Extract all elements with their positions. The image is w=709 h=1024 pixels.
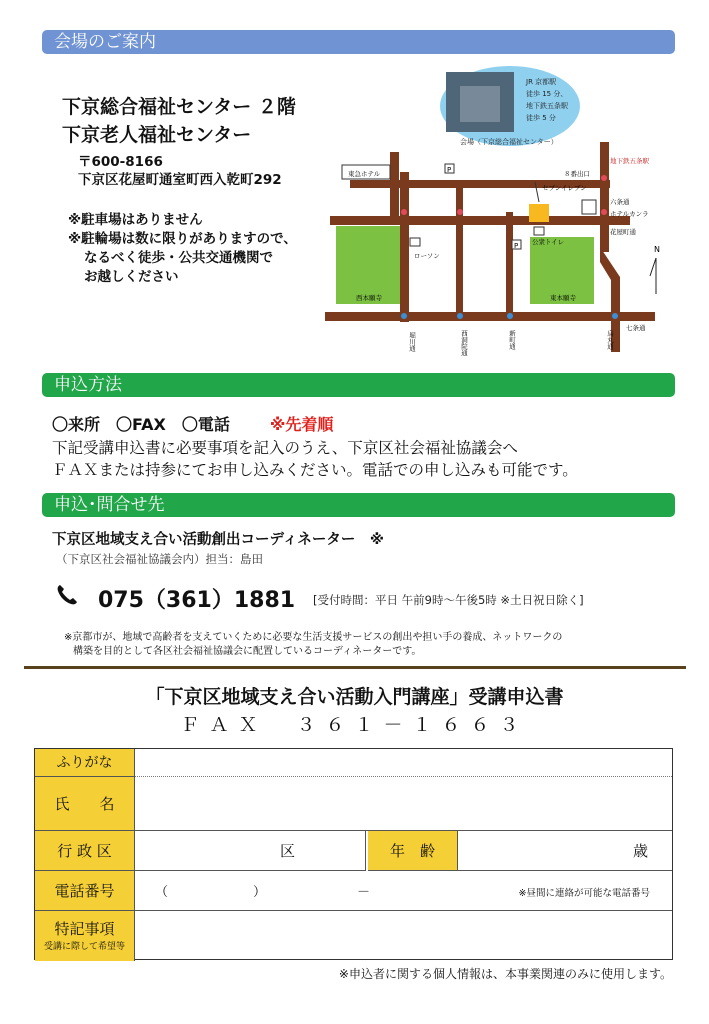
form-title: 「下京区地域支え合い活動入門講座」受講申込書 bbox=[145, 686, 564, 708]
venue-name-secondary: 下京老人福祉センター bbox=[62, 124, 252, 146]
north-arrow-icon bbox=[650, 258, 656, 294]
furigana-label: ふりがな bbox=[35, 749, 135, 777]
section-header-venue: 会場のご案内 bbox=[42, 30, 675, 54]
map-toilet: 公衆トイレ bbox=[532, 238, 565, 246]
access-map bbox=[320, 62, 690, 362]
parking-label-1: P bbox=[447, 166, 452, 174]
map-shichijo: 七条通 bbox=[626, 324, 646, 332]
phone-paren-open: （ bbox=[155, 885, 169, 900]
map-hanaya: 花屋町通 bbox=[610, 228, 636, 236]
bicycle-note-3: お越しください bbox=[84, 269, 179, 285]
ward-label: 行 政 区 bbox=[35, 831, 135, 871]
ward-input[interactable] bbox=[135, 831, 366, 871]
map-lawson: ローソン bbox=[414, 252, 440, 260]
phone-label: 電話番号 bbox=[35, 871, 135, 911]
signal-icon bbox=[612, 313, 618, 319]
coordinator-title: 下京区地域支え合い活動創出コーディネーター ※ bbox=[52, 532, 384, 548]
road-horikawa bbox=[400, 172, 409, 322]
phone-dash: － bbox=[357, 885, 371, 900]
privacy-footer: ※申込者に関する個人情報は、本事業関連のみに使用します。 bbox=[338, 967, 672, 981]
phone-input[interactable] bbox=[135, 871, 672, 911]
venue-address: 下京区花屋町通室町西入乾町292 bbox=[78, 172, 282, 188]
signal-icon bbox=[401, 209, 407, 215]
first-come-note: ※先着順 bbox=[269, 415, 334, 434]
special-label bbox=[35, 911, 135, 961]
coordinator-footnote-1: ※京都市が、地域で高齢者を支えていくために必要な生活支援サービスの創出や担い手の養成、ネットワークの bbox=[64, 632, 563, 643]
signal-icon bbox=[601, 209, 607, 215]
road-karasuma bbox=[600, 142, 609, 252]
map-higashi-honganji: 東本願寺 bbox=[550, 294, 576, 302]
bubble-line-4: 徒歩 5 分 bbox=[526, 114, 556, 122]
method-desc-1: 下記受講申込書に必要事項を記入のうえ、下京区社会福祉協議会へ bbox=[52, 439, 518, 457]
special-input[interactable] bbox=[135, 911, 672, 961]
map-exit8: ８番出口 bbox=[564, 170, 590, 178]
road-nishinotoin bbox=[456, 180, 463, 320]
signal-icon bbox=[457, 313, 463, 319]
seven-box bbox=[582, 200, 596, 214]
map-hotel: 東急ホテル bbox=[348, 170, 381, 178]
section-header-contact: 申込･問合せ先 bbox=[42, 493, 675, 517]
map-hotel-canal: ホテルカンラ bbox=[610, 210, 649, 218]
age-suffix: 歳 bbox=[632, 842, 648, 860]
bubble-line-2: 徒歩 15 分、 bbox=[526, 90, 568, 98]
coordinator-footnote-2: 構築を目的として各区社会福祉協議会に配置しているコーディネーターです。 bbox=[73, 646, 422, 657]
venue-map-label: 会場（下京総合福祉センター） bbox=[460, 138, 558, 146]
name-label: 氏 名 bbox=[35, 777, 135, 831]
venue-marker bbox=[529, 204, 549, 222]
north-label: N bbox=[654, 245, 660, 254]
coordinator-sub: （下京区社会福祉協議会内）担当：島田 bbox=[56, 552, 263, 566]
road-hanayacho bbox=[330, 216, 630, 225]
road-left-vertical bbox=[390, 152, 399, 222]
age-input[interactable] bbox=[458, 831, 672, 871]
map-rokujo: 六条通 bbox=[610, 198, 630, 206]
application-form bbox=[34, 748, 673, 960]
venue-name-primary: 下京総合福祉センター ２階 bbox=[62, 96, 296, 118]
map-nishinotoin: 西洞院通 bbox=[460, 330, 468, 356]
map-subway-gojo: 地下鉄五条駅 bbox=[610, 157, 649, 165]
map-seven: セブンイレブン bbox=[542, 184, 587, 192]
map-horikawa: 堀川通 bbox=[408, 332, 416, 352]
contact-phone-number: 075（361）1881 bbox=[98, 588, 296, 613]
bicycle-note-2: なるべく徒歩・公共交通機関で bbox=[84, 250, 273, 266]
phone-hours: [受付時間：平日 午前9時～午後5時 ※土日祝日除く] bbox=[313, 593, 584, 607]
method-options: 〇来所 〇FAX 〇電話 bbox=[52, 415, 230, 434]
section-divider bbox=[24, 666, 686, 669]
signal-icon bbox=[507, 313, 513, 319]
phone-note: ※昼間に連絡が可能な電話番号 bbox=[518, 888, 650, 899]
lawson-box bbox=[410, 238, 420, 246]
map-nishi-honganji: 西本願寺 bbox=[356, 294, 382, 302]
special-label-sub: 受講に際して希望等 bbox=[43, 942, 125, 952]
map-shinmachi: 新町通 bbox=[508, 330, 516, 350]
form-fax-number: ＦＡＸ ３６１－１６６３ bbox=[180, 714, 529, 736]
parking-label-2: P bbox=[514, 242, 519, 250]
name-input[interactable] bbox=[135, 777, 672, 831]
road-shichijo bbox=[325, 312, 655, 321]
furigana-input[interactable] bbox=[135, 749, 672, 777]
toilet-box bbox=[534, 227, 544, 235]
park-nishi-honganji bbox=[336, 226, 400, 304]
road-shinmachi bbox=[506, 212, 513, 320]
ward-suffix: 区 bbox=[279, 842, 295, 860]
venue-zip: 〒600-8166 bbox=[78, 154, 163, 170]
signal-icon bbox=[457, 209, 463, 215]
bicycle-note-1: ※駐輪場は数に限りがありますので、 bbox=[68, 231, 297, 247]
phone-paren-close: ） bbox=[253, 885, 267, 900]
application-methods bbox=[52, 412, 333, 435]
signal-icon bbox=[401, 313, 407, 319]
signal-icon bbox=[601, 175, 607, 181]
bubble-line-1: JR 京都駅 bbox=[526, 78, 557, 86]
section-header-method: 申込方法 bbox=[42, 373, 675, 397]
age-label: 年 齢 bbox=[368, 831, 458, 871]
parking-note: ※駐車場はありません bbox=[68, 212, 203, 228]
phone-icon bbox=[55, 583, 79, 607]
special-label-main: 特記事項 bbox=[54, 920, 115, 938]
map-karasuma: 烏丸通 bbox=[606, 330, 614, 350]
bubble-line-3: 地下鉄五条駅 bbox=[526, 102, 568, 110]
method-desc-2: ＦＡＸまたは持参にてお申し込みください。電話での申し込みも可能です。 bbox=[52, 461, 578, 479]
